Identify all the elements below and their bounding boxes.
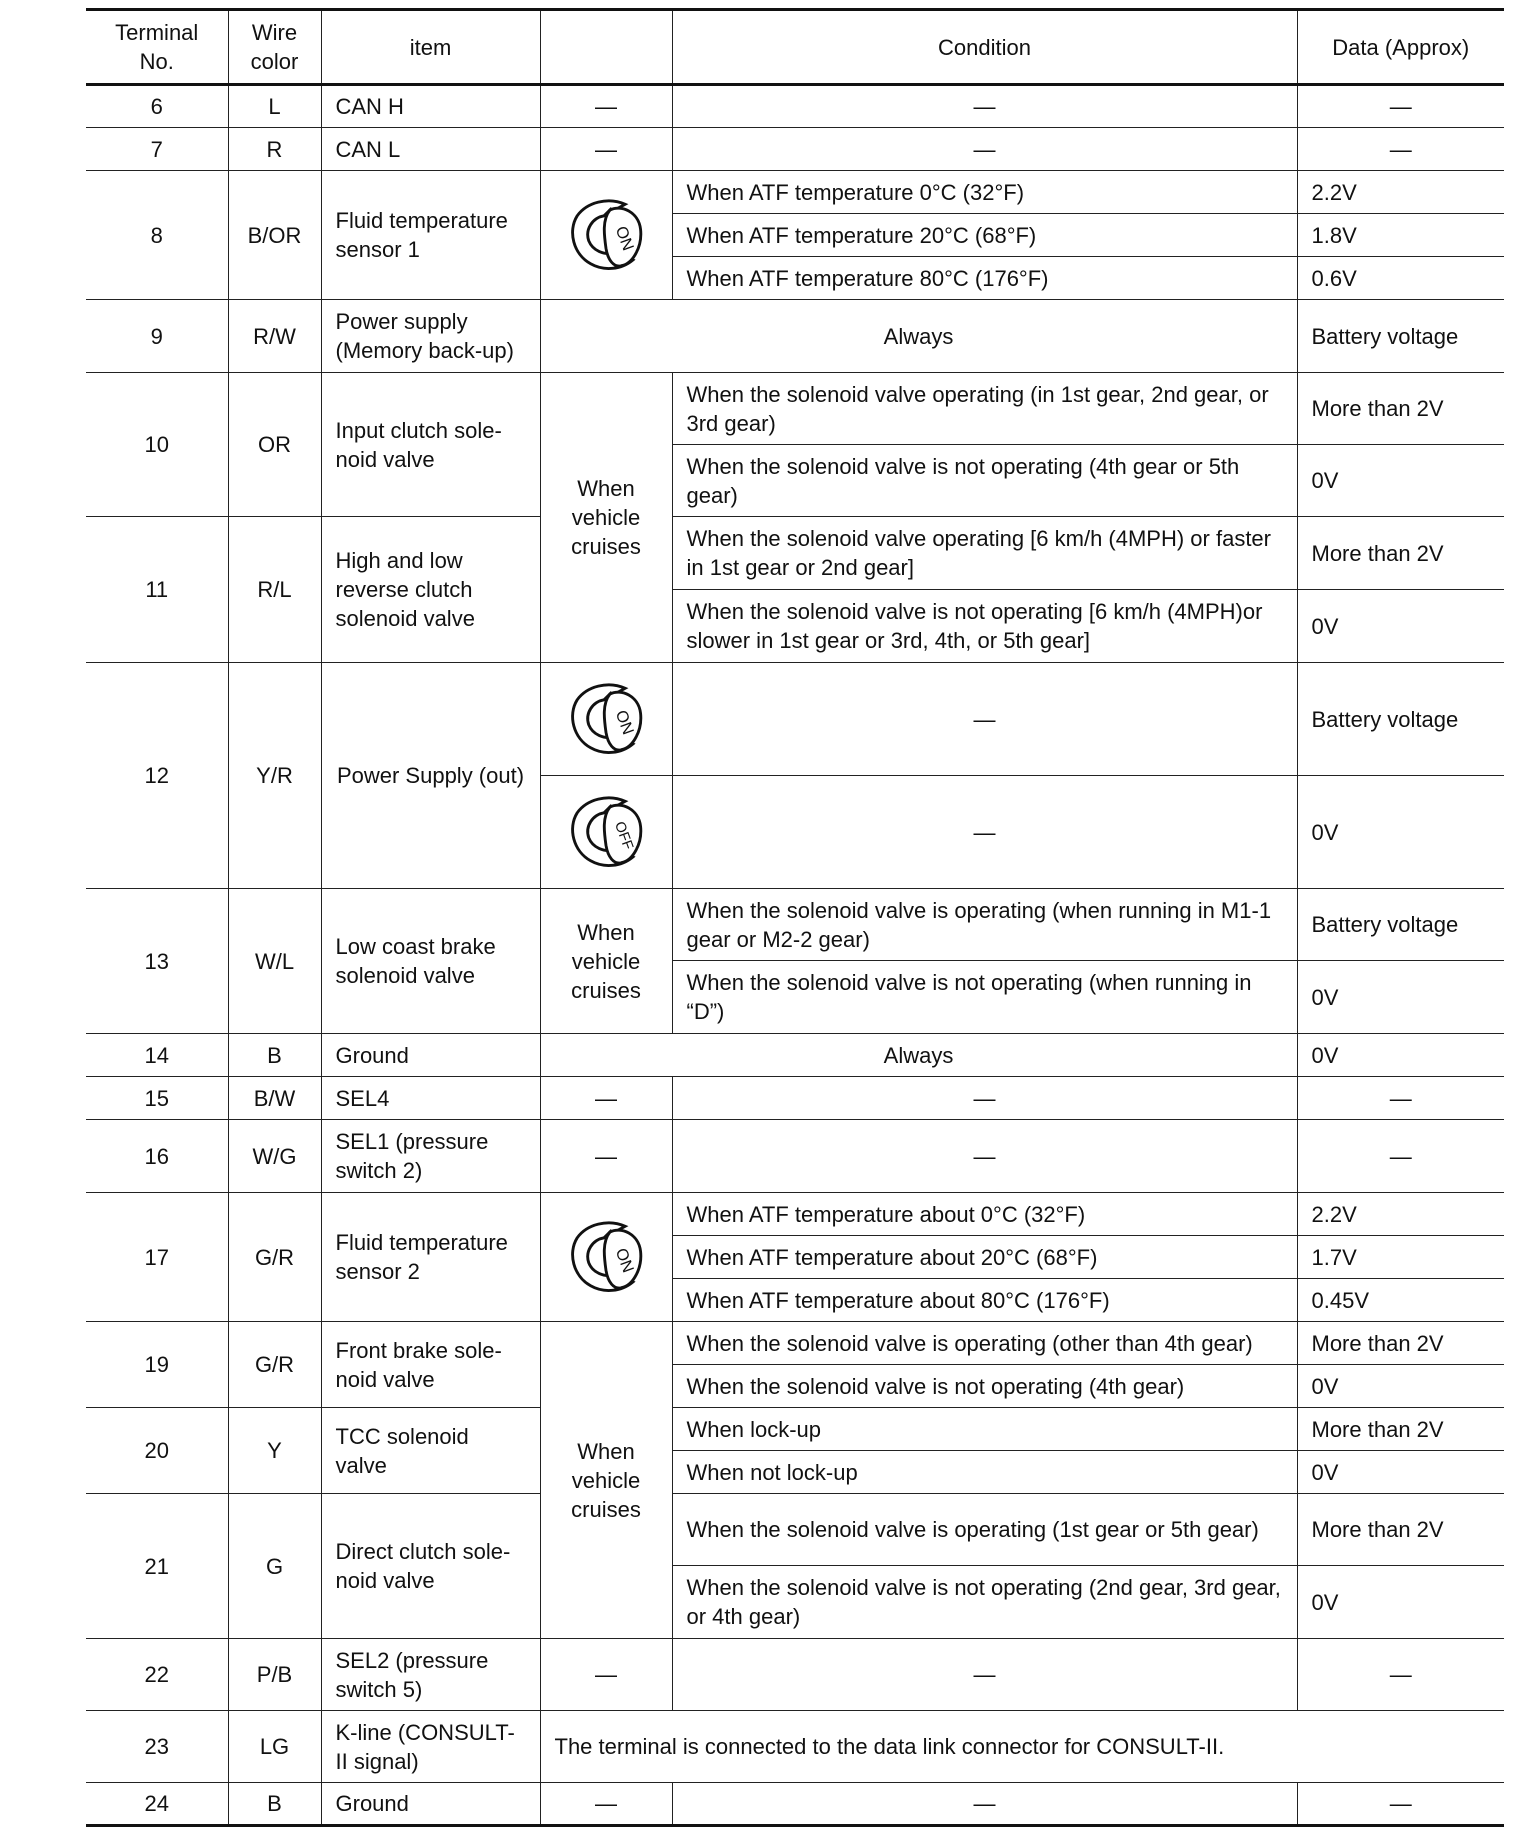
- data-value: —: [1297, 1077, 1504, 1120]
- terminal-no: 19: [86, 1322, 228, 1408]
- mode: —: [540, 1639, 672, 1711]
- table-row: [86, 1783, 1504, 1826]
- terminal-no: 17: [86, 1193, 228, 1322]
- wire-color: Y: [228, 1408, 321, 1494]
- data-value: 0V: [1297, 961, 1504, 1034]
- condition: —: [672, 128, 1297, 171]
- condition: When the solenoid valve operating [6 km/h (4MPH) or faster in 1st gear or 2nd gear]: [672, 517, 1297, 590]
- data-value: 0.45V: [1297, 1279, 1504, 1322]
- condition: When the solenoid valve is not operating [6 km/h (4MPH)or slower in 1st gear or 3rd, 4th, or 5th gear]: [672, 590, 1297, 663]
- data-value: More than 2V: [1297, 1408, 1504, 1451]
- condition: When the solenoid valve is operating (1st gear or 5th gear): [672, 1494, 1297, 1566]
- condition: —: [672, 663, 1297, 776]
- data-value: 1.8V: [1297, 214, 1504, 257]
- data-value: 2.2V: [1297, 1193, 1504, 1236]
- table-row: [86, 663, 1504, 776]
- wire-color: W/L: [228, 889, 321, 1034]
- condition: When lock-up: [672, 1408, 1297, 1451]
- condition: —: [672, 1783, 1297, 1826]
- table-row: [86, 1639, 1504, 1711]
- wire-color: G/R: [228, 1193, 321, 1322]
- mode: When vehicle cruises: [540, 373, 672, 663]
- header-blank: [540, 10, 672, 85]
- wire-color: B: [228, 1034, 321, 1077]
- condition: When the solenoid valve is operating (when running in M1-1 gear or M2-2 gear): [672, 889, 1297, 961]
- terminal-no: 20: [86, 1408, 228, 1494]
- condition: When the solenoid valve is not operating (when running in “D”): [672, 961, 1297, 1034]
- table-row: [86, 300, 1504, 373]
- wire-color: G/R: [228, 1322, 321, 1408]
- mode: When vehicle cruises: [540, 1322, 672, 1639]
- ignition-key-off-icon: [558, 784, 654, 880]
- data-value: —: [1297, 1783, 1504, 1826]
- terminal-no: 16: [86, 1120, 228, 1193]
- data-value: 0V: [1297, 1451, 1504, 1494]
- wire-color: LG: [228, 1711, 321, 1783]
- table-header-row: [86, 10, 1504, 85]
- condition: —: [672, 1639, 1297, 1711]
- data-value: More than 2V: [1297, 1322, 1504, 1365]
- condition: When the solenoid valve operating (in 1st gear, 2nd gear, or 3rd gear): [672, 373, 1297, 445]
- wire-color: OR: [228, 373, 321, 517]
- ignition-on-label: ON: [611, 223, 638, 254]
- item: SEL1 (pressure switch 2): [321, 1120, 540, 1193]
- data-value: —: [1297, 128, 1504, 171]
- terminal-no: 10: [86, 373, 228, 517]
- ignition-key-on-icon: [558, 187, 654, 283]
- data-value: —: [1297, 85, 1504, 128]
- data-value: 0V: [1297, 1566, 1504, 1639]
- data-value: 0.6V: [1297, 257, 1504, 300]
- terminal-no: 22: [86, 1639, 228, 1711]
- header-condition: Condition: [672, 10, 1297, 85]
- item: High and low reverse clutch solenoid valve: [321, 517, 540, 663]
- data-value: Battery voltage: [1297, 889, 1504, 961]
- data-value: 0V: [1297, 1034, 1504, 1077]
- data-value: 1.7V: [1297, 1236, 1504, 1279]
- condition: When ATF temperature 80°C (176°F): [672, 257, 1297, 300]
- table-row: [86, 85, 1504, 128]
- header-wire-color: Wire color: [228, 10, 321, 85]
- table-row: [86, 517, 1504, 590]
- condition: Always: [540, 1034, 1297, 1077]
- terminal-no: 13: [86, 889, 228, 1034]
- wire-color: B: [228, 1783, 321, 1826]
- terminal-no: 8: [86, 171, 228, 300]
- ignition-key-on-icon: [558, 671, 654, 767]
- item: SEL2 (pressure switch 5): [321, 1639, 540, 1711]
- condition: When ATF temperature about 80°C (176°F): [672, 1279, 1297, 1322]
- wire-color: P/B: [228, 1639, 321, 1711]
- item: CAN L: [321, 128, 540, 171]
- table-row: [86, 171, 1504, 214]
- item: TCC solenoid valve: [321, 1408, 540, 1494]
- wire-color: W/G: [228, 1120, 321, 1193]
- ignition-on-cell: [540, 171, 672, 300]
- condition: When ATF temperature 20°C (68°F): [672, 214, 1297, 257]
- wire-color: Y/R: [228, 663, 321, 889]
- item: SEL4: [321, 1077, 540, 1120]
- mode: —: [540, 1783, 672, 1826]
- terminal-no: 23: [86, 1711, 228, 1783]
- terminal-no: 15: [86, 1077, 228, 1120]
- ignition-on-label: ON: [611, 707, 638, 738]
- header-data: Data (Approx): [1297, 10, 1504, 85]
- ignition-key-on-icon: [558, 1209, 654, 1305]
- item: Input clutch sole-noid valve: [321, 373, 540, 517]
- condition: The terminal is connected to the data link connector for CONSULT-II.: [540, 1711, 1504, 1783]
- mode: —: [540, 1120, 672, 1193]
- data-value: —: [1297, 1639, 1504, 1711]
- wire-color: R/W: [228, 300, 321, 373]
- terminal-no: 14: [86, 1034, 228, 1077]
- condition: When ATF temperature about 20°C (68°F): [672, 1236, 1297, 1279]
- condition: When not lock-up: [672, 1451, 1297, 1494]
- data-value: —: [1297, 1120, 1504, 1193]
- data-value: Battery voltage: [1297, 663, 1504, 776]
- wire-color: B/W: [228, 1077, 321, 1120]
- mode: When vehicle cruises: [540, 889, 672, 1034]
- data-value: 0V: [1297, 1365, 1504, 1408]
- data-value: 0V: [1297, 590, 1504, 663]
- terminal-table-document: [86, 8, 1504, 1827]
- terminal-no: 6: [86, 85, 228, 128]
- item: Fluid temperature sensor 1: [321, 171, 540, 300]
- table-row: [86, 128, 1504, 171]
- terminal-no: 11: [86, 517, 228, 663]
- data-value: Battery voltage: [1297, 300, 1504, 373]
- condition: When ATF temperature about 0°C (32°F): [672, 1193, 1297, 1236]
- header-item: item: [321, 10, 540, 85]
- data-value: More than 2V: [1297, 517, 1504, 590]
- item: Power Supply (out): [321, 663, 540, 889]
- terminal-no: 9: [86, 300, 228, 373]
- item: K-line (CONSULT-II signal): [321, 1711, 540, 1783]
- ignition-on-cell: [540, 663, 672, 776]
- item: CAN H: [321, 85, 540, 128]
- ignition-on-cell: [540, 1193, 672, 1322]
- item: Power supply (Memory back-up): [321, 300, 540, 373]
- wire-color: L: [228, 85, 321, 128]
- item: Ground: [321, 1034, 540, 1077]
- wire-color: R: [228, 128, 321, 171]
- condition: When the solenoid valve is not operating (4th gear or 5th gear): [672, 445, 1297, 517]
- table-row: [86, 373, 1504, 445]
- ignition-on-label: ON: [611, 1245, 638, 1276]
- data-value: 0V: [1297, 776, 1504, 889]
- table-row: [86, 1120, 1504, 1193]
- wire-color: B/OR: [228, 171, 321, 300]
- item: Fluid temperature sensor 2: [321, 1193, 540, 1322]
- table-row: [86, 1034, 1504, 1077]
- data-value: More than 2V: [1297, 1494, 1504, 1566]
- terminal-data-table: [86, 8, 1504, 1827]
- terminal-no: 7: [86, 128, 228, 171]
- data-value: 0V: [1297, 445, 1504, 517]
- condition: When the solenoid valve is not operating (2nd gear, 3rd gear, or 4th gear): [672, 1566, 1297, 1639]
- condition: Always: [540, 300, 1297, 373]
- table-row: [86, 1711, 1504, 1783]
- wire-color: R/L: [228, 517, 321, 663]
- mode: —: [540, 1077, 672, 1120]
- data-value: 2.2V: [1297, 171, 1504, 214]
- table-row: [86, 1322, 1504, 1365]
- mode: —: [540, 128, 672, 171]
- terminal-no: 12: [86, 663, 228, 889]
- table-row: [86, 1408, 1504, 1451]
- table-row: [86, 1494, 1504, 1566]
- data-value: More than 2V: [1297, 373, 1504, 445]
- condition: —: [672, 776, 1297, 889]
- ignition-off-cell: [540, 776, 672, 889]
- terminal-no: 21: [86, 1494, 228, 1639]
- mode: —: [540, 85, 672, 128]
- table-row: [86, 1077, 1504, 1120]
- condition: —: [672, 1077, 1297, 1120]
- header-terminal-no: Terminal No.: [86, 10, 228, 85]
- wire-color: G: [228, 1494, 321, 1639]
- item: Ground: [321, 1783, 540, 1826]
- condition: When the solenoid valve is not operating (4th gear): [672, 1365, 1297, 1408]
- item: Direct clutch sole-noid valve: [321, 1494, 540, 1639]
- ignition-off-label: OFF: [610, 819, 636, 853]
- item: Front brake sole-noid valve: [321, 1322, 540, 1408]
- table-row: [86, 1193, 1504, 1236]
- condition: —: [672, 1120, 1297, 1193]
- condition: When ATF temperature 0°C (32°F): [672, 171, 1297, 214]
- table-row: [86, 889, 1504, 961]
- terminal-no: 24: [86, 1783, 228, 1826]
- condition: When the solenoid valve is operating (other than 4th gear): [672, 1322, 1297, 1365]
- condition: —: [672, 85, 1297, 128]
- item: Low coast brake solenoid valve: [321, 889, 540, 1034]
